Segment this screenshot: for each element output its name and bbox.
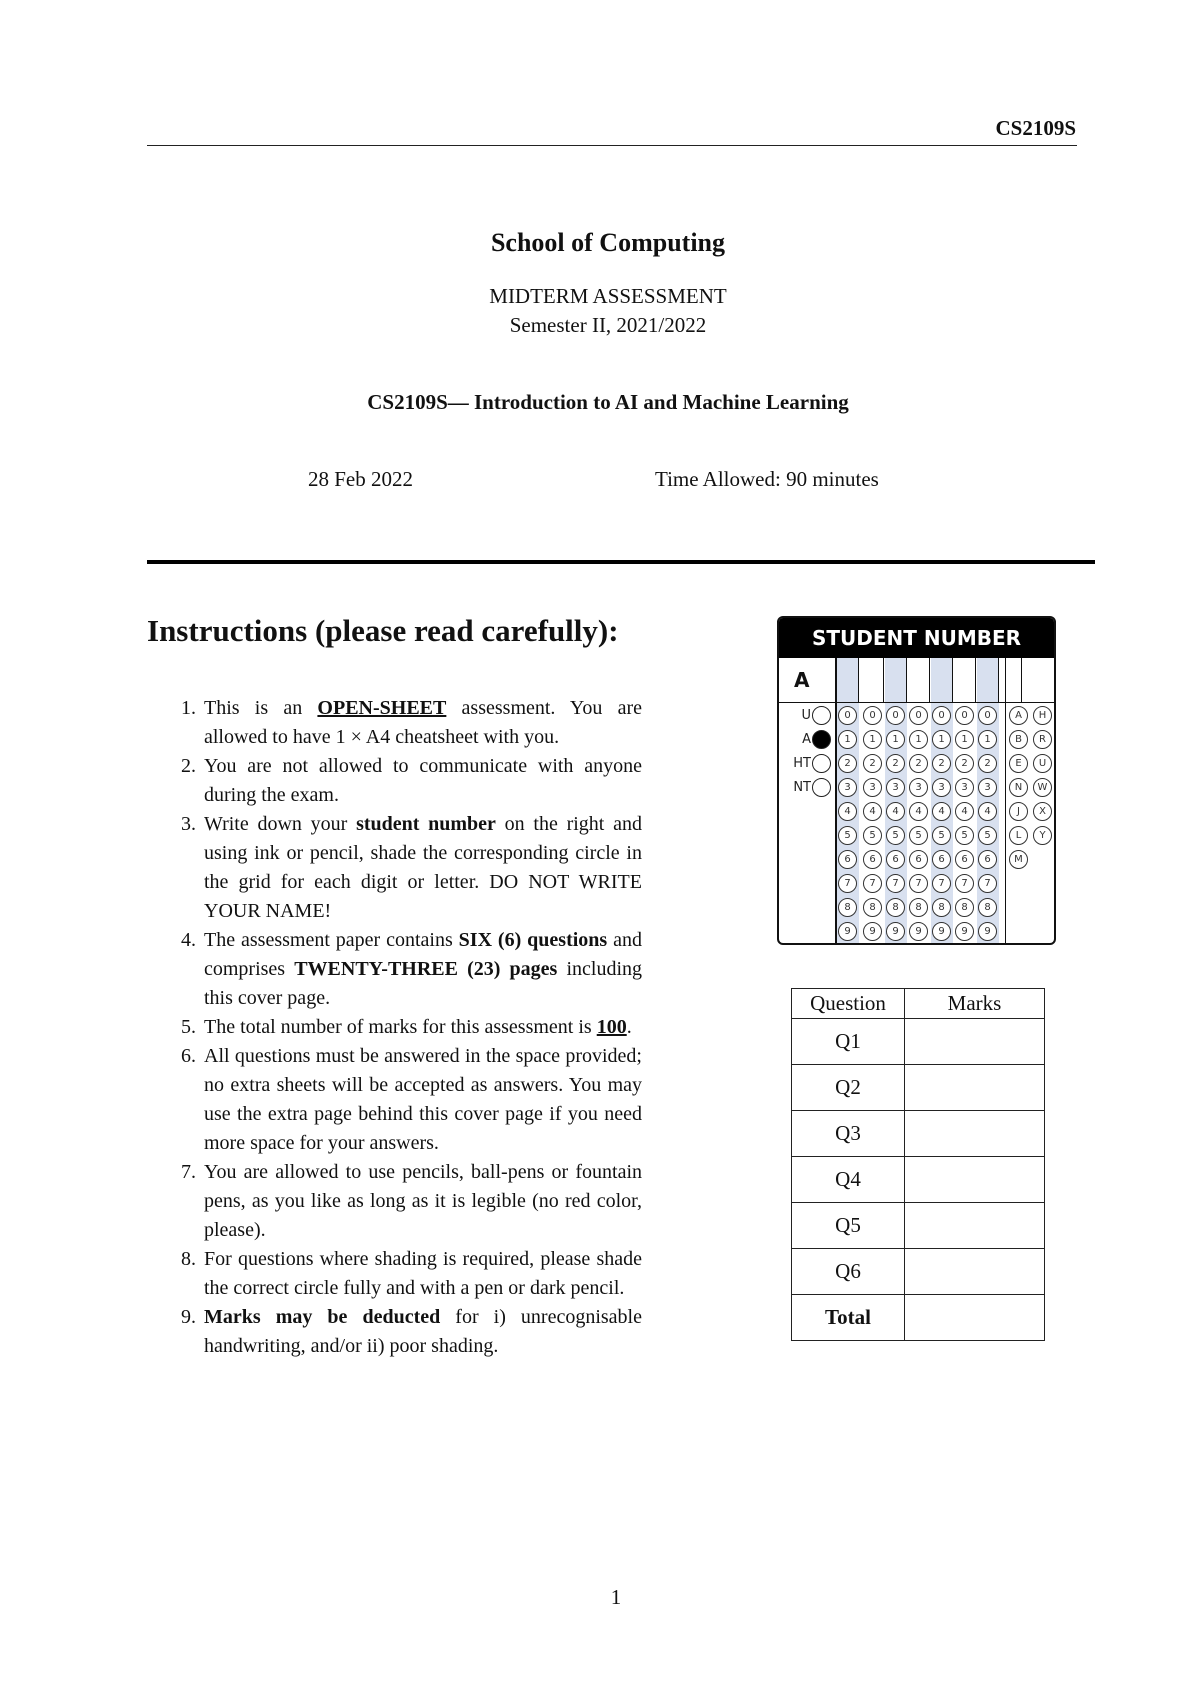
digit-bubble[interactable]: 6 (978, 850, 997, 869)
prefix-label: NT (793, 780, 811, 795)
instruction-emphasis: TWENTY-THREE (23) pages (294, 958, 558, 980)
entry-cell-divider (883, 658, 884, 702)
instruction-item (147, 1042, 642, 1158)
check-letter-bubble[interactable]: N (1009, 778, 1028, 797)
running-header-course-code: CS2109S (995, 116, 1076, 140)
digit-bubble[interactable]: 0 (863, 706, 882, 725)
instruction-item (147, 810, 642, 926)
digit-bubble[interactable]: 1 (978, 730, 997, 749)
entered-prefix: A (794, 668, 810, 692)
instruction-fragment: You are not allowed to communicate with anyone during the exam. (204, 755, 642, 806)
entry-cell-divider (906, 658, 907, 702)
digit-bubble[interactable]: 6 (909, 850, 928, 869)
digit-bubble[interactable]: 7 (955, 874, 974, 893)
prefix-column-divider (835, 658, 837, 945)
prefix-bubble[interactable] (812, 754, 831, 773)
instruction-emphasis: Marks may be deducted (204, 1306, 441, 1328)
instruction-text (204, 1158, 642, 1245)
digit-bubble[interactable]: 8 (838, 898, 857, 917)
digit-bubble[interactable]: 9 (955, 922, 974, 941)
instruction-text (204, 926, 642, 1013)
instruction-number: 5. (181, 1016, 196, 1038)
entry-cell-divider (952, 658, 953, 702)
instruction-fragment: on the right and using ink or pencil, shade the corresponding circle in the grid for each digit or letter. DO NOT WRITE YOUR NAME! (204, 813, 642, 922)
instruction-fragment: The assessment paper contains (204, 929, 459, 951)
entry-cell-divider (975, 658, 976, 702)
digit-bubble[interactable]: 2 (955, 754, 974, 773)
marks-header: Marks (905, 989, 1045, 1019)
entry-cell-divider (1021, 658, 1022, 702)
entry-cell-divider (998, 658, 999, 702)
instruction-item (147, 926, 642, 1013)
check-letter-bubble[interactable]: W (1033, 778, 1052, 797)
marks-cell[interactable] (905, 1019, 1045, 1065)
digit-bubble[interactable]: 3 (838, 778, 857, 797)
digit-bubble[interactable]: 7 (932, 874, 951, 893)
digit-bubble[interactable]: 0 (932, 706, 951, 725)
page-number: 1 (610, 1585, 622, 1609)
entry-cell-divider (858, 658, 859, 702)
digit-bubble[interactable]: 1 (932, 730, 951, 749)
instruction-fragment: The total number of marks for this assessment is (204, 1016, 597, 1038)
marks-row (792, 1019, 1045, 1065)
instruction-item (147, 1013, 642, 1042)
check-letter-bubble[interactable]: Y (1033, 826, 1052, 845)
digit-bubble[interactable]: 7 (863, 874, 882, 893)
digit-bubble[interactable]: 5 (978, 826, 997, 845)
time-allowed: Time Allowed: 90 minutes (655, 467, 879, 491)
digit-bubble[interactable]: 6 (932, 850, 951, 869)
instruction-text (204, 810, 642, 926)
instruction-item (147, 1245, 642, 1303)
digit-bubble[interactable]: 8 (978, 898, 997, 917)
marks-row (792, 1157, 1045, 1203)
digit-bubble[interactable]: 8 (909, 898, 928, 917)
digit-bubble[interactable]: 4 (863, 802, 882, 821)
digit-bubble[interactable]: 1 (838, 730, 857, 749)
digit-bubble[interactable]: 3 (955, 778, 974, 797)
digit-bubble[interactable]: 3 (932, 778, 951, 797)
instruction-number: 8. (181, 1248, 196, 1270)
digit-bubble[interactable]: 8 (863, 898, 882, 917)
school-title: School of Computing (490, 228, 726, 257)
digit-bubble[interactable]: 4 (955, 802, 974, 821)
semester: Semester II, 2021/2022 (509, 313, 707, 337)
instruction-emphasis: 100 (596, 1016, 627, 1038)
prefix-bubble[interactable] (812, 730, 831, 749)
check-letter-bubble[interactable]: L (1009, 826, 1028, 845)
check-letter-bubble[interactable]: J (1009, 802, 1028, 821)
digit-bubble[interactable]: 6 (955, 850, 974, 869)
instruction-fragment: assessment. You are allowed to have 1 × A4 cheatsheet with you. (204, 697, 642, 748)
digit-bubble[interactable]: 9 (978, 922, 997, 941)
instruction-text (204, 1042, 642, 1158)
question-header: Question (792, 989, 905, 1019)
check-letter-bubble[interactable]: B (1009, 730, 1028, 749)
digit-bubble[interactable]: 2 (932, 754, 951, 773)
digit-bubble[interactable]: 0 (955, 706, 974, 725)
instruction-text (204, 1013, 642, 1042)
instruction-fragment: Write down your (204, 813, 357, 835)
total-label: Total (792, 1295, 905, 1341)
digit-bubble[interactable]: 1 (863, 730, 882, 749)
instruction-text (204, 694, 642, 752)
digit-bubble[interactable]: 4 (978, 802, 997, 821)
digit-bubble[interactable]: 0 (978, 706, 997, 725)
question-label: Q3 (792, 1111, 905, 1157)
digit-bubble[interactable]: 2 (886, 754, 905, 773)
instructions-list (147, 694, 642, 1361)
digit-bubble[interactable]: 1 (886, 730, 905, 749)
check-letter-bubble[interactable]: U (1033, 754, 1052, 773)
check-letter-bubble[interactable]: M (1009, 850, 1028, 869)
instruction-item (147, 752, 642, 810)
instruction-fragment: This is an (204, 697, 318, 719)
instruction-number: 6. (181, 1045, 196, 1067)
instruction-fragment: including this cover page. (204, 958, 642, 1009)
marks-table-body (792, 1019, 1045, 1341)
digit-bubble[interactable]: 9 (886, 922, 905, 941)
instruction-number: 7. (181, 1161, 196, 1183)
assessment-type: MIDTERM ASSESSMENT (489, 284, 727, 308)
marks-row (792, 1065, 1045, 1111)
digit-bubble[interactable]: 5 (863, 826, 882, 845)
marks-table-header (792, 989, 1045, 1019)
instruction-item (147, 1158, 642, 1245)
prefix-bubble[interactable] (812, 778, 831, 797)
digit-bubble[interactable]: 3 (863, 778, 882, 797)
question-label: Q1 (792, 1019, 905, 1065)
instruction-fragment: . (626, 1016, 632, 1038)
digit-bubble[interactable]: 0 (886, 706, 905, 725)
digit-bubble[interactable]: 3 (909, 778, 928, 797)
digit-bubble[interactable]: 8 (886, 898, 905, 917)
check-letter-bubble[interactable]: X (1033, 802, 1052, 821)
question-label: Q4 (792, 1157, 905, 1203)
instruction-number: 1. (181, 697, 196, 719)
digit-bubble[interactable]: 9 (863, 922, 882, 941)
marks-row (792, 1111, 1045, 1157)
prefix-label: A (802, 732, 811, 747)
instruction-emphasis: OPEN-SHEET (317, 697, 447, 719)
check-letter-bubble[interactable]: R (1033, 730, 1052, 749)
marks-cell[interactable] (905, 1111, 1045, 1157)
digit-bubble[interactable]: 4 (886, 802, 905, 821)
section-rule (147, 560, 1095, 564)
digit-bubble[interactable]: 8 (955, 898, 974, 917)
digit-bubble[interactable]: 7 (838, 874, 857, 893)
digit-bubble[interactable]: 6 (886, 850, 905, 869)
instructions-heading: Instructions (please read carefully): (147, 613, 619, 648)
instruction-number: 2. (181, 755, 196, 777)
instruction-number: 4. (181, 929, 196, 951)
digit-bubble[interactable]: 9 (932, 922, 951, 941)
digit-bubble[interactable]: 3 (978, 778, 997, 797)
total-marks-cell[interactable] (905, 1295, 1045, 1341)
instruction-emphasis: student number (356, 813, 496, 835)
instruction-fragment: All questions must be answered in the space provided; no extra sheets will be accepted as answers. You may use the extra page behind this cover page if you need more space for your answers. (204, 1045, 642, 1154)
question-label: Q2 (792, 1065, 905, 1111)
digit-bubble[interactable]: 6 (863, 850, 882, 869)
prefix-label: U (801, 708, 811, 723)
check-letter-bubble[interactable]: A (1009, 706, 1028, 725)
instruction-text (204, 752, 642, 810)
marks-row (792, 1249, 1045, 1295)
digit-bubble[interactable]: 5 (909, 826, 928, 845)
instruction-number: 3. (181, 813, 196, 835)
digit-bubble[interactable]: 2 (863, 754, 882, 773)
exam-date: 28 Feb 2022 (308, 467, 413, 491)
marks-cell[interactable] (905, 1157, 1045, 1203)
digit-bubble[interactable]: 7 (909, 874, 928, 893)
digit-bubble[interactable]: 3 (886, 778, 905, 797)
check-letter-bubble[interactable]: E (1009, 754, 1028, 773)
digit-bubble[interactable]: 7 (886, 874, 905, 893)
marks-cell[interactable] (905, 1249, 1045, 1295)
instruction-emphasis: SIX (6) questions (458, 929, 608, 951)
marks-cell[interactable] (905, 1203, 1045, 1249)
digit-bubble[interactable]: 6 (838, 850, 857, 869)
check-column-divider (1005, 658, 1006, 945)
digit-bubble[interactable]: 5 (838, 826, 857, 845)
student-number-title: STUDENT NUMBER (779, 618, 1054, 658)
digit-bubble[interactable]: 5 (932, 826, 951, 845)
digit-bubble[interactable]: 8 (932, 898, 951, 917)
question-label: Q5 (792, 1203, 905, 1249)
digit-bubble[interactable]: 0 (909, 706, 928, 725)
digit-bubble[interactable]: 2 (909, 754, 928, 773)
digit-bubble[interactable]: 1 (955, 730, 974, 749)
course-title: CS2109S— Introduction to AI and Machine Learning (367, 390, 849, 414)
header-rule (147, 145, 1077, 146)
digit-bubble[interactable]: 5 (955, 826, 974, 845)
instruction-fragment: for i) unrecognisable handwriting, and/or ii) poor shading. (204, 1306, 642, 1357)
instruction-fragment: For questions where shading is required, please shade the correct circle fully and with a pen or dark pencil. (204, 1248, 642, 1299)
instruction-item (147, 1303, 642, 1361)
entry-cell-divider (929, 658, 930, 702)
digit-bubble[interactable]: 2 (978, 754, 997, 773)
prefix-bubble[interactable] (812, 706, 831, 725)
digit-bubble[interactable]: 1 (909, 730, 928, 749)
digit-bubble[interactable]: 4 (838, 802, 857, 821)
instruction-item (147, 694, 642, 752)
digit-bubble[interactable]: 9 (838, 922, 857, 941)
digit-bubble[interactable]: 9 (909, 922, 928, 941)
instruction-fragment: You are allowed to use pencils, ball-pens or fountain pens, as you like as long as it is legible (no red color, please). (204, 1161, 642, 1241)
instruction-fragment: and comprises (204, 929, 642, 980)
entry-row-divider (779, 702, 1054, 703)
digit-bubble[interactable]: 2 (838, 754, 857, 773)
marks-cell[interactable] (905, 1065, 1045, 1111)
marks-total-row (792, 1295, 1045, 1341)
question-label: Q6 (792, 1249, 905, 1295)
digit-bubble[interactable]: 4 (909, 802, 928, 821)
instruction-text (204, 1303, 642, 1361)
digit-bubble[interactable]: 7 (978, 874, 997, 893)
marks-row (792, 1203, 1045, 1249)
digit-bubble[interactable]: 4 (932, 802, 951, 821)
marks-table (791, 988, 1045, 1341)
digit-bubble[interactable]: 5 (886, 826, 905, 845)
check-letter-bubble[interactable]: H (1033, 706, 1052, 725)
student-number-grid (777, 616, 1056, 945)
instruction-text (204, 1245, 642, 1303)
instruction-number: 9. (181, 1306, 196, 1328)
prefix-label: HT (793, 756, 811, 771)
digit-bubble[interactable]: 0 (838, 706, 857, 725)
